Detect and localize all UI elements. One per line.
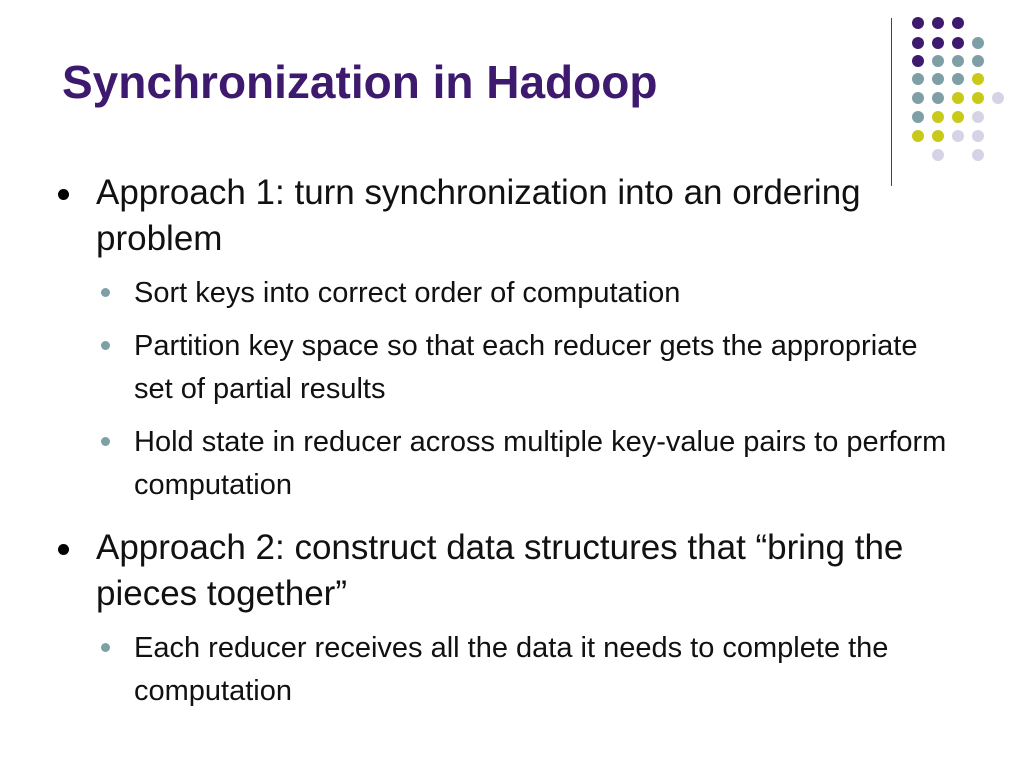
dot	[932, 17, 944, 29]
dot	[932, 92, 944, 104]
dot	[972, 73, 984, 85]
dot	[992, 92, 1004, 104]
sub-bullet-text: Each reducer receives all the data it needs to complete the computation	[134, 632, 889, 707]
bullet-dot	[58, 189, 69, 200]
dot	[932, 111, 944, 123]
dot	[972, 130, 984, 142]
dot	[912, 92, 924, 104]
dot	[932, 55, 944, 67]
dot	[912, 55, 924, 67]
dot	[952, 111, 964, 123]
dot	[972, 92, 984, 104]
bullet-text: Approach 2: construct data structures that “bring the pieces together”	[96, 528, 904, 613]
bullet-list	[58, 170, 958, 723]
dot	[912, 130, 924, 142]
sub-bullet-text: Partition key space so that each reducer gets the appropriate set of partial results	[134, 330, 918, 405]
dot	[972, 55, 984, 67]
bullet-text: Approach 1: turn synchronization into an ordering problem	[96, 173, 861, 258]
dot	[952, 73, 964, 85]
sub-bullet-item	[58, 272, 958, 315]
sub-bullet-dot	[101, 288, 110, 297]
vertical-divider	[891, 18, 892, 186]
dot	[912, 37, 924, 49]
sub-bullet-text: Hold state in reducer across multiple key-value pairs to perform computation	[134, 426, 947, 501]
sub-bullet-item	[58, 325, 958, 411]
sub-bullet-dot	[101, 643, 110, 652]
bullet-dot	[58, 544, 69, 555]
slide-title: Synchronization in Hadoop	[62, 56, 658, 108]
dot	[952, 37, 964, 49]
dot	[952, 17, 964, 29]
dot	[912, 73, 924, 85]
dot	[932, 149, 944, 161]
dot	[912, 17, 924, 29]
dot	[952, 92, 964, 104]
dot	[932, 37, 944, 49]
dot	[972, 149, 984, 161]
dot	[972, 111, 984, 123]
sub-bullet-item	[58, 421, 958, 507]
dot	[972, 37, 984, 49]
sub-bullet-item	[58, 627, 958, 713]
sub-bullet-text: Sort keys into correct order of computation	[134, 277, 681, 309]
dot	[912, 111, 924, 123]
sub-bullet-dot	[101, 341, 110, 350]
dot	[952, 130, 964, 142]
dot	[952, 55, 964, 67]
bullet-item-approach-1	[58, 170, 958, 262]
sub-bullet-dot	[101, 437, 110, 446]
dot	[932, 73, 944, 85]
bullet-item-approach-2	[58, 525, 958, 617]
sub-bullet-list	[58, 272, 958, 507]
sub-bullet-list	[58, 627, 958, 713]
dot	[932, 130, 944, 142]
